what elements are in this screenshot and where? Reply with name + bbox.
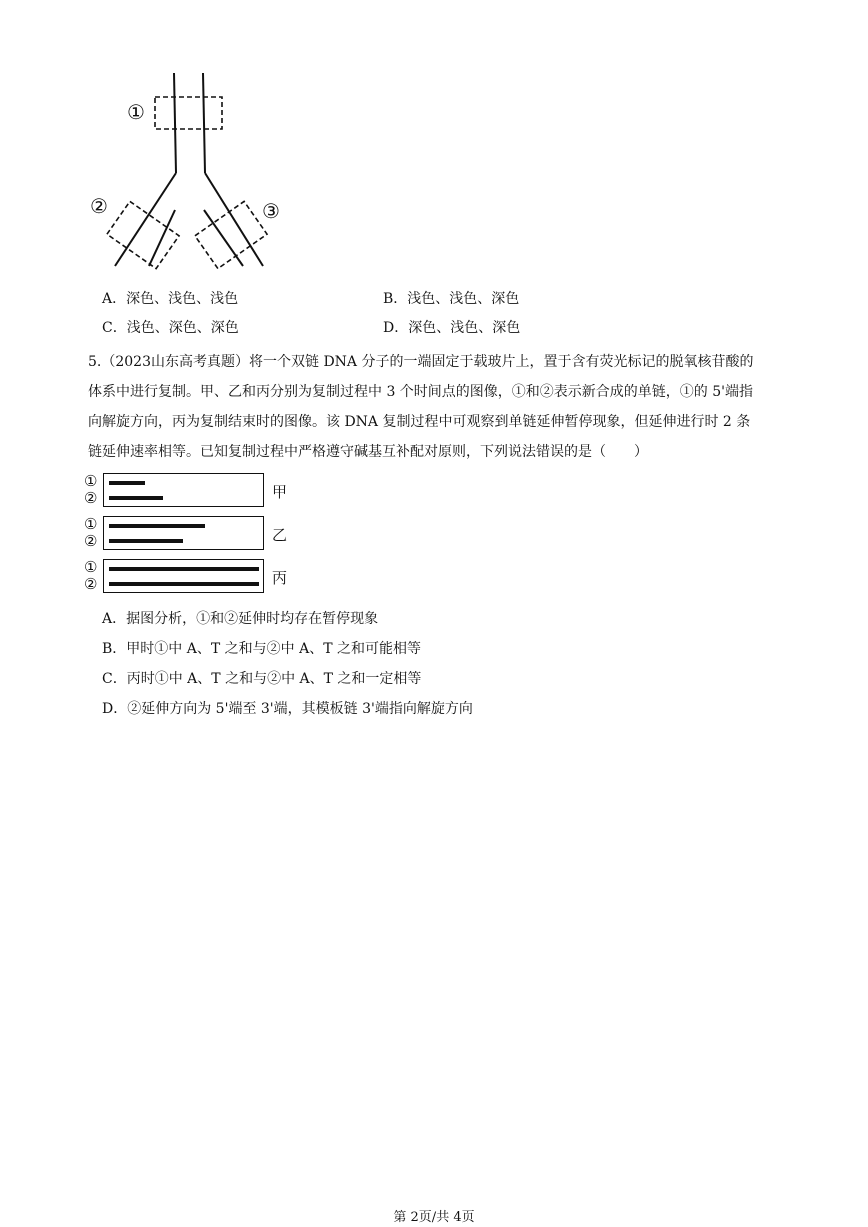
option-letter: B． xyxy=(383,291,408,307)
q5-option-d xyxy=(102,699,473,719)
option-letter: D． xyxy=(102,701,128,717)
panel-jia-box xyxy=(103,473,264,507)
page-footer: 第 2页/共 4页 xyxy=(393,1210,475,1225)
option-letter: C． xyxy=(102,320,127,336)
panel-jia-name: 甲 xyxy=(272,483,288,501)
panel-bing-name: 丙 xyxy=(272,569,288,587)
q5-number: 5. xyxy=(88,354,102,370)
option-text: 据图分析，①和②延伸时均存在暂停现象 xyxy=(126,611,379,627)
panel-yi-label-1: ① xyxy=(84,515,98,533)
panel-yi-box xyxy=(103,516,264,550)
panel-bing-label-1: ① xyxy=(84,558,98,576)
q5-option-b xyxy=(102,639,421,659)
option-letter: A． xyxy=(102,611,127,627)
q5-source: （2023山东高考真题） xyxy=(101,354,249,370)
fork-label-3: ③ xyxy=(262,199,280,223)
option-letter: D． xyxy=(383,320,409,336)
fork-label-2: ② xyxy=(90,194,108,218)
q5-line-4: 链延伸速率相等。已知复制过程中严格遵守碱基互补配对原则，下列说法错误的是（ ） xyxy=(88,444,648,460)
panel-yi-name: 乙 xyxy=(272,526,288,544)
panel-jia-strand-1 xyxy=(109,481,145,485)
option-text: ②延伸方向为 5'端至 3'端，其模板链 3'端指向解旋方向 xyxy=(127,701,473,717)
replication-fork-diagram xyxy=(85,68,305,278)
option-text: 深色、浅色、深色 xyxy=(408,320,521,336)
panel-jia-label-1: ① xyxy=(84,472,98,490)
panel-bing-strand-2 xyxy=(109,582,259,586)
panel-yi-strand-2 xyxy=(109,539,183,543)
q4-option-c xyxy=(102,318,239,338)
option-text: 浅色、浅色、深色 xyxy=(407,291,520,307)
option-letter: B． xyxy=(102,641,127,657)
option-letter: C． xyxy=(102,671,127,687)
q5-option-c xyxy=(102,669,421,689)
panel-jia-label-2: ② xyxy=(84,489,98,507)
q4-option-a xyxy=(102,289,238,309)
panel-bing-strand-1 xyxy=(109,567,259,571)
q5-line-1-text: 将一个双链 DNA 分子的一端固定于载玻片上，置于含有荧光标记的脱氧核苷酸的 xyxy=(249,354,754,370)
option-text: 深色、浅色、浅色 xyxy=(126,291,239,307)
q4-option-d xyxy=(383,318,520,338)
option-text: 浅色、深色、深色 xyxy=(126,320,239,336)
q5-line-3: 向解旋方向，丙为复制结束时的图像。该 DNA 复制过程中可观察到单链延伸暂停现象，但延伸进行时 2 条 xyxy=(88,414,751,430)
option-text: 丙时①中 A、T 之和与②中 A、T 之和一定相等 xyxy=(126,671,422,687)
q5-line-1 xyxy=(88,347,793,377)
q5-line-2: 体系中进行复制。甲、乙和丙分别为复制过程中 3 个时间点的图像，①和②表示新合成的单链，①的 5'端指 xyxy=(88,384,754,400)
q4-option-b xyxy=(383,289,519,309)
fork-label-1: ① xyxy=(127,100,145,124)
panel-yi-strand-1 xyxy=(109,524,205,528)
panel-bing-box xyxy=(103,559,264,593)
panel-yi-label-2: ② xyxy=(84,532,98,550)
panel-jia-strand-2 xyxy=(109,496,163,500)
option-letter: A． xyxy=(102,291,127,307)
option-text: 甲时①中 A、T 之和与②中 A、T 之和可能相等 xyxy=(126,641,421,657)
q5-stem xyxy=(88,347,793,467)
q5-option-a xyxy=(102,609,378,629)
panel-bing-label-2: ② xyxy=(84,575,98,593)
replication-fork-figure xyxy=(85,68,305,278)
